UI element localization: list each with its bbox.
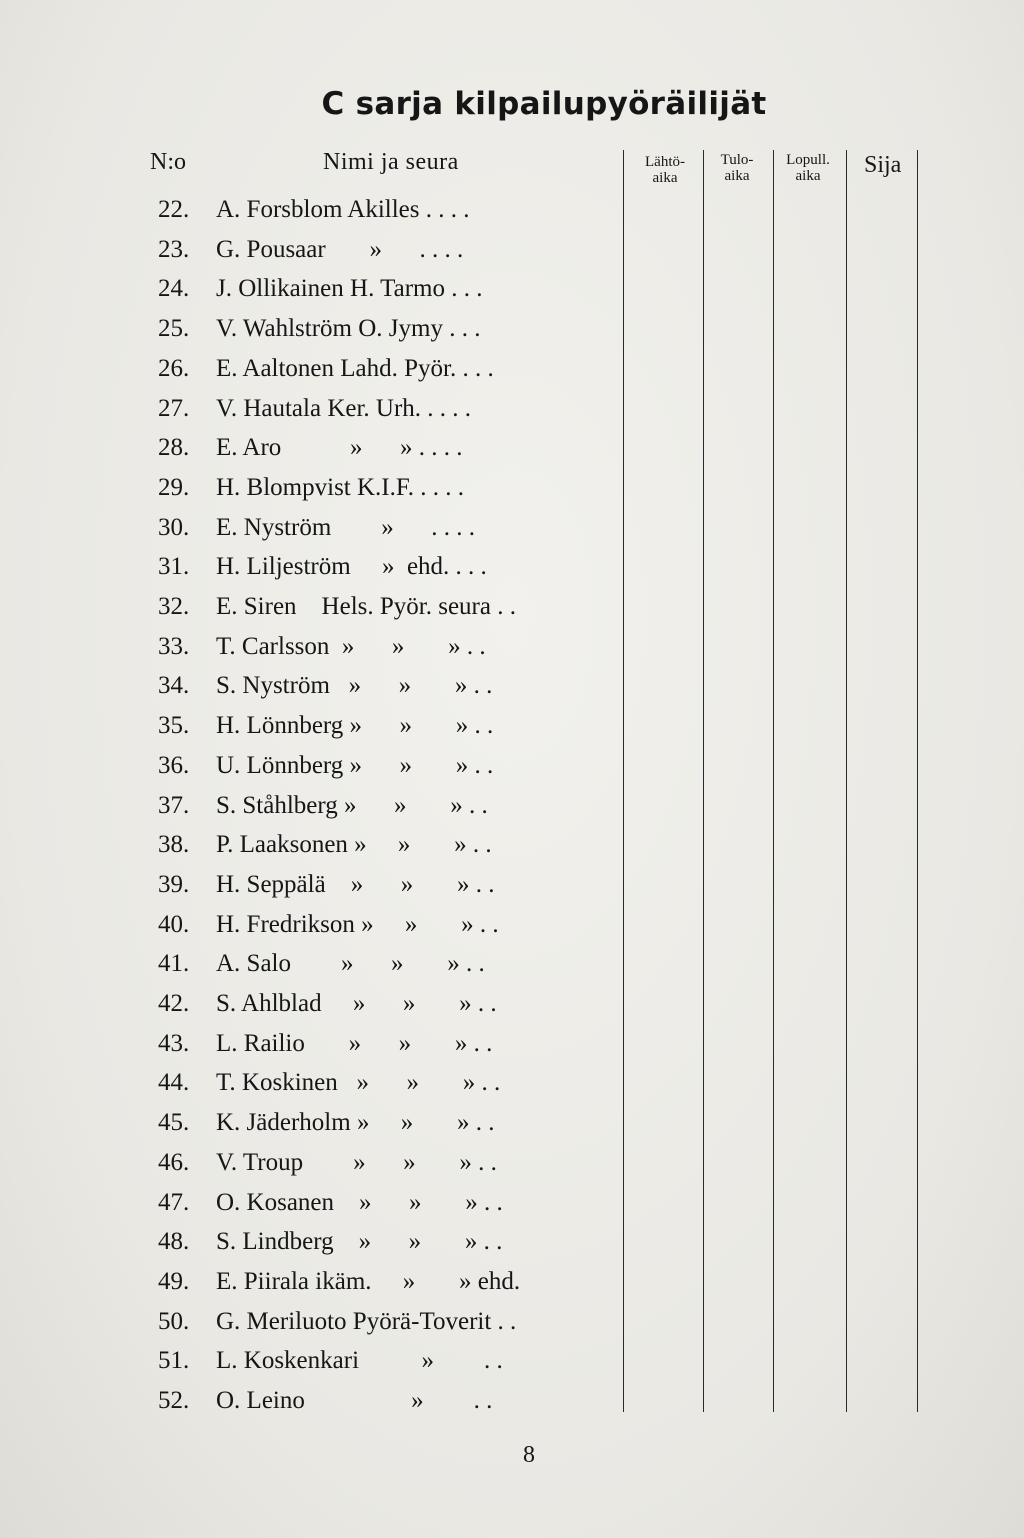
entrant-number: 24. [158, 275, 190, 303]
entrant-number: 23. [158, 235, 190, 263]
entrant-name-club: H. Seppälä » » » . . [216, 870, 495, 898]
entrant-number: 32. [158, 593, 190, 620]
entrant-number: 35. [158, 712, 190, 740]
entrant-name-club: H. Lönnberg » » » . . [216, 712, 494, 740]
entrant-name-club: G. Meriluoto Pyörä-Toverit . . [216, 1307, 517, 1335]
entrant-number: 44. [158, 1069, 190, 1097]
entrant-name-club: O. Leino » . . [216, 1387, 493, 1414]
entrant-name-club: H. Fredrikson » » » . . [216, 910, 499, 938]
entrant-number: 25. [158, 315, 190, 343]
entrant-number: 29. [158, 473, 190, 501]
column-header-number: N:o [150, 149, 186, 175]
entrant-name-club: S. Ståhlberg » » » . . [216, 791, 488, 819]
entrant-number: 48. [158, 1228, 190, 1256]
entrant-name-club: S. Nyström » » » . . [216, 672, 493, 700]
entrant-name-club: U. Lönnberg » » » . . [216, 751, 494, 779]
entrant-number: 27. [158, 394, 190, 422]
entrant-number: 41. [158, 950, 190, 978]
entrant-name-club: K. Jäderholm » » » . . [216, 1109, 495, 1137]
column-divider [623, 150, 624, 1412]
entrant-number: 26. [158, 354, 190, 382]
entrant-name-club: A. Forsblom Akilles . . . . [216, 196, 470, 223]
column-divider [917, 150, 918, 1412]
entrant-number: 50. [158, 1307, 190, 1335]
entrant-number: 30. [158, 513, 190, 541]
column-header-finish-line2: aika [724, 168, 750, 184]
entrant-name-club: O. Kosanen » » » . . [216, 1188, 503, 1216]
entrant-number: 47. [158, 1188, 190, 1216]
entrant-number: 40. [158, 910, 190, 938]
entrant-name-club: J. Ollikainen H. Tarmo . . . [216, 275, 483, 303]
entrant-name-club: E. Aro » » . . . . [216, 434, 463, 462]
entrant-name-club: A. Salo » » » . . [216, 950, 485, 978]
entrant-number: 36. [158, 751, 190, 779]
entrant-number: 39. [158, 870, 190, 898]
entrant-name-club: H. Liljeström » ehd. . . . [216, 553, 487, 581]
entrant-name-club: V. Wahlström O. Jymy . . . [216, 315, 481, 343]
entrant-name-club: G. Pousaar » . . . . [216, 235, 464, 263]
entrant-name-club: P. Laaksonen » » » . . [216, 831, 492, 859]
entrant-name-club: S. Lindberg » » » . . [216, 1228, 503, 1256]
page-title: C sarja kilpailupyöräilijät [321, 86, 767, 122]
column-divider [703, 150, 704, 1412]
entrant-number: 52. [158, 1387, 190, 1414]
entrant-number: 33. [158, 632, 190, 660]
entrant-name-club: V. Troup » » » . . [216, 1148, 497, 1176]
column-header-final-time [775, 152, 841, 184]
column-header-finish-time [704, 152, 770, 184]
column-header-final-line2: aika [795, 168, 821, 184]
entrant-name-club: L. Koskenkari » . . [216, 1347, 503, 1375]
entrant-number: 42. [158, 990, 190, 1017]
column-divider [773, 150, 774, 1412]
column-divider [846, 150, 847, 1412]
entrant-name-club: H. Blompvist K.I.F. . . . . [216, 473, 465, 501]
entrant-number: 34. [158, 672, 190, 700]
entrant-name-club: E. Aaltonen Lahd. Pyör. . . . [216, 354, 494, 382]
entrant-number: 45. [158, 1109, 190, 1137]
entrant-number: 43. [158, 1029, 190, 1057]
entrant-number: 49. [158, 1267, 190, 1295]
column-header-name: Nimi ja seura [323, 149, 459, 175]
column-header-start-line2: aika [652, 170, 678, 186]
entrant-number: 28. [158, 434, 190, 462]
entrant-number: 22. [158, 196, 190, 223]
entrant-name-club: E. Nyström » . . . . [216, 513, 476, 541]
entrant-number: 51. [158, 1347, 190, 1375]
column-header-start-line1: Lähtö- [645, 154, 685, 170]
entrant-name-club: S. Ahlblad » » » . . [216, 990, 497, 1017]
entrant-name-club: L. Railio » » » . . [216, 1029, 493, 1057]
column-header-start-time [632, 154, 698, 186]
column-header-place: Sija [864, 152, 902, 178]
entrant-name-club: E. Piirala ikäm. » » ehd. [216, 1267, 521, 1295]
entrant-name-club: T. Koskinen » » » . . [216, 1069, 501, 1097]
page-number: 8 [523, 1442, 535, 1468]
entrant-name-club: E. Siren Hels. Pyör. seura . . [216, 593, 516, 620]
column-header-finish-line1: Tulo- [720, 152, 754, 168]
entrant-number: 46. [158, 1148, 190, 1176]
entrant-name-club: V. Hautala Ker. Urh. . . . . [216, 394, 472, 422]
entrant-number: 31. [158, 553, 190, 581]
entrant-number: 37. [158, 791, 190, 819]
entrant-name-club: T. Carlsson » » » . . [216, 632, 486, 660]
column-header-final-line1: Lopull. [786, 152, 830, 168]
entrant-number: 38. [158, 831, 190, 859]
